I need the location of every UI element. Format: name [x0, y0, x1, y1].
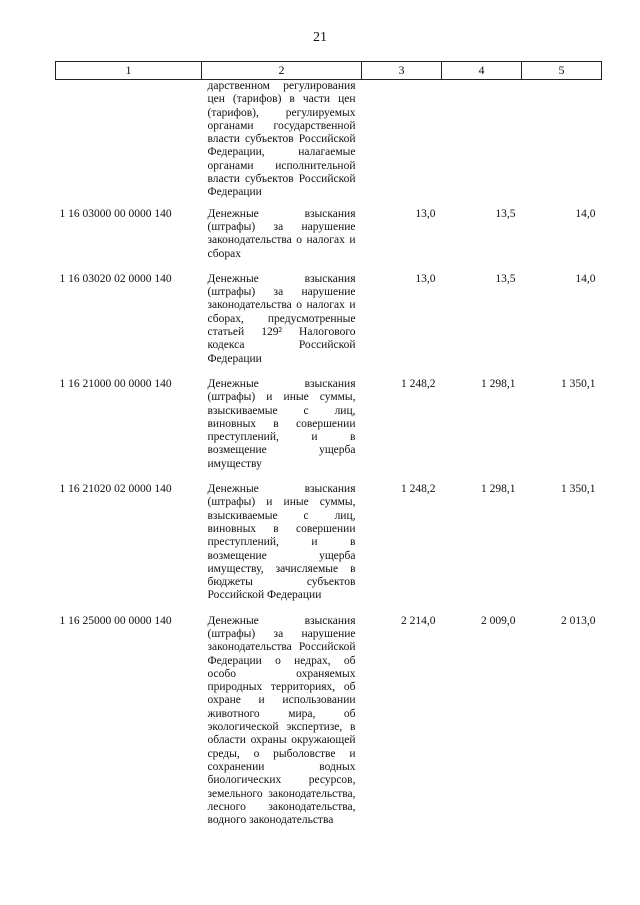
row-description: Денежные взыскания (штрафы) и иные суммы, взыскиваемые с лиц, виновных в совершении преступлений, и в возмещение ущерба имуществу [207, 377, 356, 470]
header-col-3: 3 [362, 62, 442, 80]
row-value-col4: 13,5 [495, 272, 516, 285]
row-value-col5: 2 013,0 [561, 614, 596, 627]
table-row [56, 206, 602, 271]
row-value-col4: 1 298,1 [481, 377, 516, 390]
table-header [56, 62, 602, 80]
continuation-description: дарственном регулирования цен (тарифов) в части цен (тарифов), регулируемых органами государственной власти субъектов Российской Федерации, налагаемые органами исполнительной власти субъектов Российской Федерации [207, 80, 356, 199]
row-value-col5: 14,0 [575, 207, 596, 220]
row-value-col3: 13,0 [415, 207, 436, 220]
table-row [56, 271, 602, 376]
row-description: Денежные взыскания (штрафы) за нарушение законодательства Российской Федерации о недрах, об особо охраняемых природных территориях, об охране и использовании животного мира, об экологической экспертизе, в области охраны окружающей среды, о рыболовстве и сохранении водных биологических ресурсов, земельного законодательства, лесного законодательства, водного законодательства [207, 614, 356, 827]
header-row [56, 62, 602, 80]
row-value-col5: 14,0 [575, 272, 596, 285]
row-value-col4: 13,5 [495, 207, 516, 220]
header-col-2: 2 [202, 62, 362, 80]
page-number: 21 [313, 30, 327, 45]
budget-table [55, 61, 602, 837]
row-description: Денежные взыскания (штрафы) за нарушение законодательства о налогах и сборах, предусмотренные статьей 129² Налогового кодекса Российской Федерации [207, 272, 356, 365]
row-code: 1 16 03020 02 0000 140 [59, 272, 172, 285]
header-col-4: 4 [442, 62, 522, 80]
table-row [56, 481, 602, 613]
row-value-col3: 13,0 [415, 272, 436, 285]
row-description: Денежные взыскания (штрафы) и иные суммы, взыскиваемые с лиц, виновных в совершении преступлений, и в возмещение ущерба имуществу, зачисляемые в бюджеты субъектов Российской Федерации [207, 483, 356, 602]
row-value-col4: 2 009,0 [481, 614, 516, 627]
row-code: 1 16 21020 02 0000 140 [59, 483, 172, 496]
row-value-col4: 1 298,1 [481, 483, 516, 496]
table-row [56, 613, 602, 838]
row-description: Денежные взыскания (штрафы) за нарушение законодательства о налогах и сборах [207, 207, 356, 260]
table-row [56, 376, 602, 481]
row-value-col3: 2 214,0 [401, 614, 436, 627]
row-code: 1 16 21000 00 0000 140 [59, 377, 172, 390]
header-col-5: 5 [522, 62, 602, 80]
row-code: 1 16 25000 00 0000 140 [59, 614, 172, 627]
continuation-row [56, 80, 602, 206]
table-body [56, 80, 602, 838]
row-value-col3: 1 248,2 [401, 483, 436, 496]
header-col-1: 1 [56, 62, 202, 80]
row-value-col5: 1 350,1 [561, 483, 596, 496]
row-code: 1 16 03000 00 0000 140 [59, 207, 172, 220]
row-value-col5: 1 350,1 [561, 377, 596, 390]
row-value-col3: 1 248,2 [401, 377, 436, 390]
